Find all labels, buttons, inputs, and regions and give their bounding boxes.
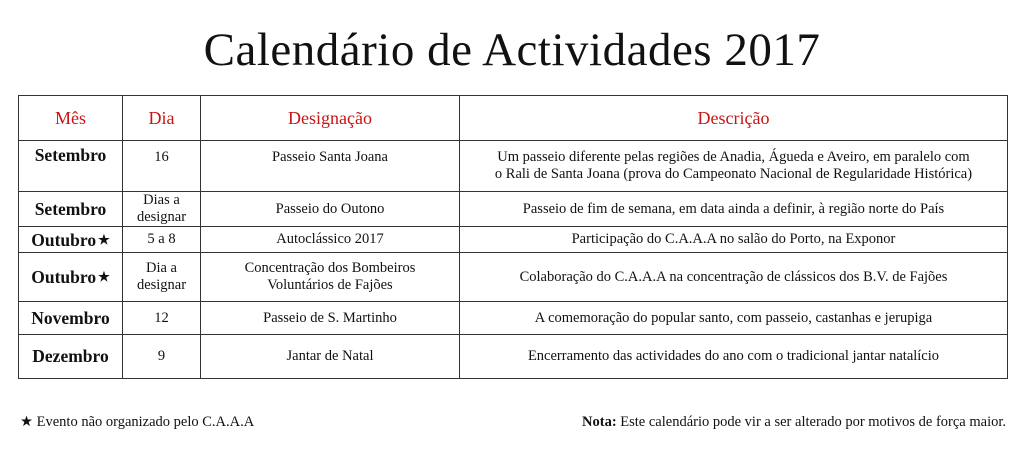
cell-designacao: [201, 302, 460, 335]
cell-designacao: [201, 192, 460, 227]
cell-descricao-line: Participação do C.A.A.A no salão do Porto, na Exponor: [571, 231, 896, 247]
month-label: Setembro: [34, 145, 107, 165]
header-mes: Mês: [19, 96, 123, 141]
header-designacao: Designação: [201, 96, 460, 141]
footnote: ★ Evento não organizado pelo C.A.A.A: [20, 414, 255, 430]
cell-descricao: [460, 335, 1008, 379]
note: [582, 414, 1006, 431]
month-label: Outubro: [31, 267, 97, 287]
table-row: [19, 335, 1008, 379]
cell-dia: [123, 141, 201, 192]
star-icon: ★: [98, 269, 110, 284]
cell-designacao-line: Passeio de S. Martinho: [263, 309, 397, 326]
cell-designacao-line: Jantar de Natal: [286, 348, 374, 364]
cell-descricao: [460, 192, 1008, 227]
cell-designacao-line: Passeio Santa Joana: [272, 149, 388, 165]
cell-descricao-line: o Rali de Santa Joana (prova do Campeonato Nacional de Regularidade Histórica): [494, 166, 973, 182]
cell-dia-line: Dia a: [146, 260, 177, 276]
cell-mes: [19, 227, 123, 253]
cell-dia-line: designar: [136, 209, 187, 225]
table-row: [19, 141, 1008, 192]
table-row: [19, 253, 1008, 302]
cell-descricao: [460, 227, 1008, 253]
month-label: Setembro: [34, 198, 107, 219]
cell-designacao: [201, 253, 460, 302]
header-dia: Dia: [123, 96, 201, 141]
cell-mes: [19, 192, 123, 227]
cell-dia-line: 16: [154, 149, 169, 165]
cell-mes: [19, 335, 123, 379]
cell-descricao: [460, 302, 1008, 335]
cell-descricao-line: Encerramento das actividades do ano com o tradicional jantar natalício: [527, 348, 940, 364]
cell-dia: [123, 227, 201, 253]
month-label: Outubro: [31, 229, 97, 250]
table-row: [19, 192, 1008, 227]
cell-dia: [123, 253, 201, 302]
header-row: [19, 96, 1008, 141]
cell-designacao-line: Concentração dos Bombeiros: [244, 260, 416, 276]
cell-designacao-line: Voluntários de Fajões: [267, 277, 393, 293]
cell-dia: [123, 302, 201, 335]
cell-mes: [19, 302, 123, 335]
cell-designacao: [201, 335, 460, 379]
header-descricao: Descrição: [460, 96, 1008, 141]
cell-designacao: [201, 141, 460, 192]
table-row: [19, 302, 1008, 335]
cell-mes: [19, 141, 123, 192]
cell-dia-line: 5 a 8: [147, 231, 176, 247]
activities-table: [18, 95, 1008, 379]
table-row: [19, 227, 1008, 253]
cell-descricao: [460, 253, 1008, 302]
cell-descricao-line: Colaboração do C.A.A.A na concentração de clássicos dos B.V. de Fajões: [519, 268, 948, 285]
cell-designacao: [201, 227, 460, 253]
cell-dia: [123, 335, 201, 379]
cell-descricao: [460, 141, 1008, 192]
cell-descricao-line: A comemoração do popular santo, com passeio, castanhas e jerupiga: [534, 309, 933, 326]
cell-descricao-line: Passeio de fim de semana, em data ainda a definir, à região norte do País: [522, 200, 945, 217]
month-label: Dezembro: [32, 346, 109, 366]
cell-designacao-line: Passeio do Outono: [275, 200, 385, 217]
month-label: Novembro: [31, 307, 110, 328]
star-icon: ★: [98, 231, 110, 247]
cell-dia-line: designar: [136, 277, 187, 293]
cell-dia-line: Dias a: [143, 192, 180, 208]
note-text: Este calendário pode vir a ser alterado por motivos de força maior.: [616, 414, 1006, 430]
cell-dia: [123, 192, 201, 227]
cell-descricao-line: Um passeio diferente pelas regiões de Anadia, Águeda e Aveiro, em paralelo com: [497, 149, 970, 165]
cell-dia-line: 9: [157, 348, 166, 364]
cell-designacao-line: Autoclássico 2017: [276, 231, 384, 247]
page-title: Calendário de Actividades 2017: [203, 24, 821, 76]
note-label: Nota:: [582, 414, 617, 430]
cell-mes: [19, 253, 123, 302]
cell-dia-line: 12: [154, 309, 169, 326]
